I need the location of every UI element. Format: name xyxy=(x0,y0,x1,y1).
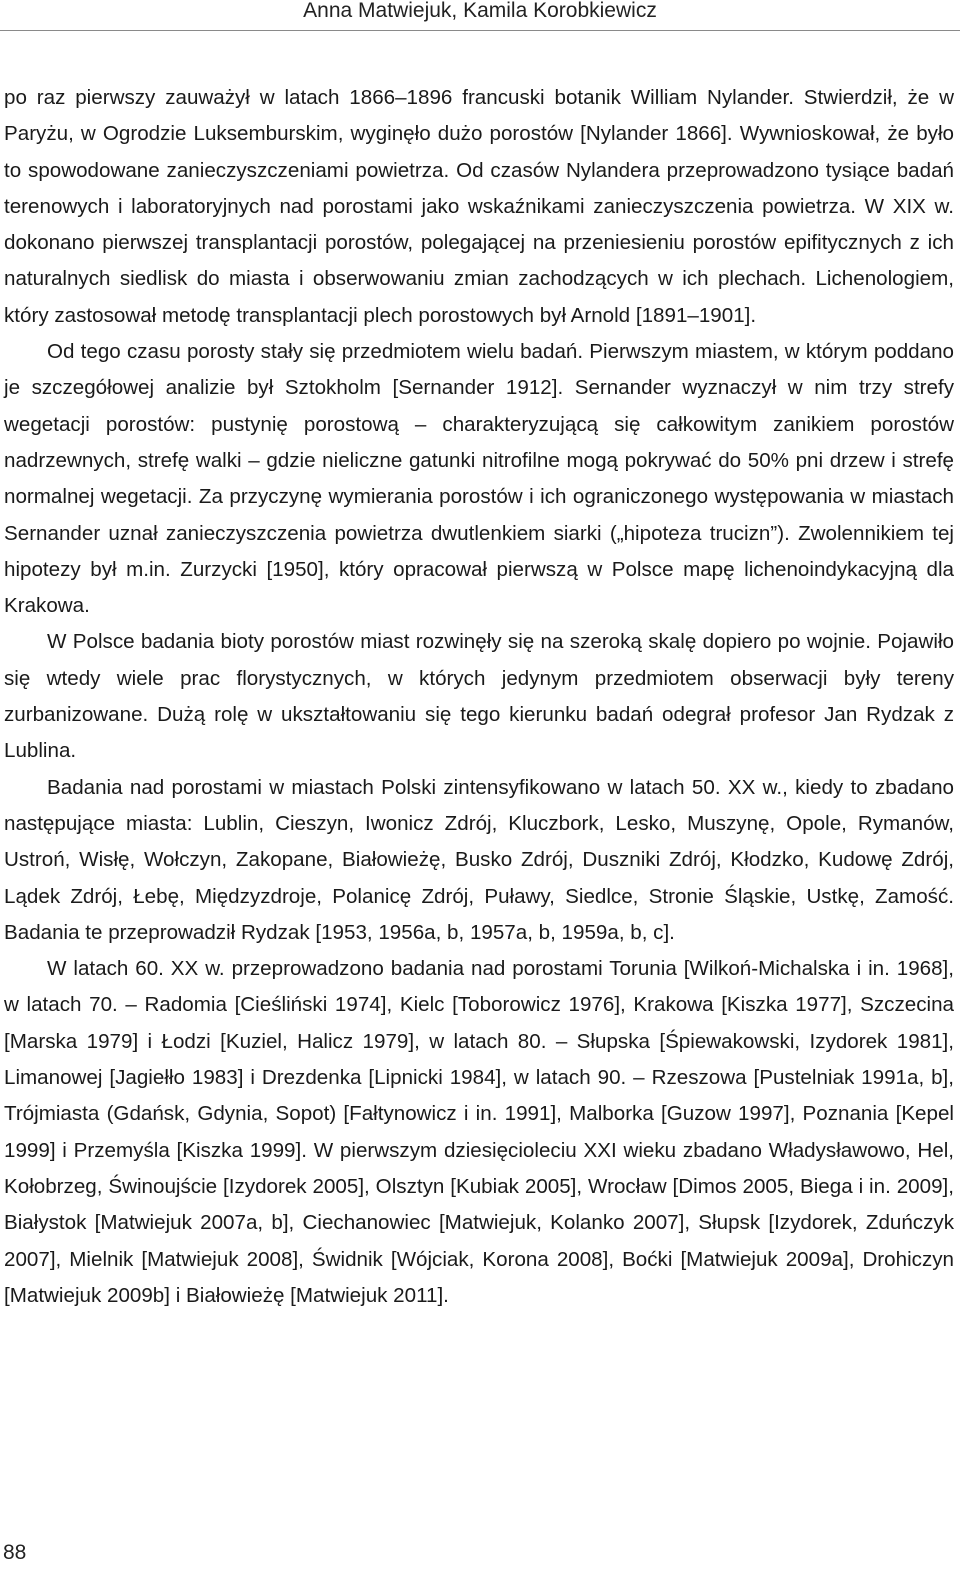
paragraph-5: W latach 60. XX w. przeprowadzono badania nad porostami Torunia [Wilkoń-Michalska i in. 1968], w latach 70. – Radomia [Cieśliński 1974], Kielc [Toborowicz 1976], Krakowa [Kiszka 1977], Szczecina [Marska 1979] i Łodzi [Kuziel, Halicz 1979], w latach 80. – Słupska [Śpiewakowski, Izydorek 1981], Limanowej [Jagiełło 1983] i Drezdenka [Lipnicki 1984], w latach 90. – Rzeszowa [Pustelniak 1991a, b], Trójmiasta (Gdańsk, Gdynia, Sopot) [Fałtynowicz i in. 1991], Malborka [Guzow 1997], Poznania [Kepel 1999] i Przemyśla [Kiszka 1999]. W pierwszym dziesięcioleciu XXI wieku zbadano Władysławowo, Hel, Kołobrzeg, Świnoujście [Izydorek 2005], Olsztyn [Kubiak 2005], Wrocław [Dimos 2005, Biega i in. 2009], Białystok [Matwiejuk 2007a, b], Ciechanowiec [Matwiejuk, Kolanko 2007], Słupsk [Izydorek, Zduńczyk 2007], Mielnik [Matwiejuk 2008], Świdnik [Wójciak, Korona 2008], Boćki [Matwiejuk 2009a], Drohiczyn [Matwiejuk 2009b] i Białowieżę [Matwiejuk 2011]. xyxy=(4,957,954,1307)
paragraph-3: W Polsce badania bioty porostów miast rozwinęły się na szeroką skalę dopiero po wojnie. Pojawiło się wtedy wiele prac florystycznych, w których jedynym przedmiotem obserwacji były tereny zurbanizowane. Dużą rolę w ukształtowaniu się tego kierunku badań odegrał profesor Jan Rydzak z Lublina. xyxy=(4,630,954,763)
running-header: Anna Matwiejuk, Kamila Korobkiewicz xyxy=(303,0,657,22)
paragraph-1: po raz pierwszy zauważył w latach 1866–1896 francuski botanik William Nylander. Stwierdził, że w Paryżu, w Ogrodzie Luksemburskim, wyginęło dużo porostów [Nylander 1866]. Wywnioskował, że było to spowodowane zanieczyszczeniami powietrza. Od czasów Nylandera przeprowadzono tysiące badań terenowych i laboratoryjnych nad porostami jako wskaźnikami zanieczyszczenia powietrza. W XIX w. dokonano pierwszej transplantacji porostów, polegającej na przeniesieniu porostów epifitycznych z ich naturalnych siedlisk do miasta i obserwowaniu zmian zachodzących w ich plechach. Lichenologiem, który zastosował metodę transplantacji plech porostowych był Arnold [1891–1901]. xyxy=(4,86,954,327)
paragraph-2: Od tego czasu porosty stały się przedmiotem wielu badań. Pierwszym miastem, w którym poddano je szczegółowej analizie był Sztokholm [Sernander 1912]. Sernander wyznaczył w nim trzy strefy wegetacji porostów: pustynię porostową – charakteryzującą się całkowitym zanikiem porostów nadrzewnych, strefę walki – gdzie nieliczne gatunki nitrofilne mogą pokrywać do 50% pni drzew i strefę normalnej wegetacji. Za przyczynę wymierania porostów i ich ograniczonego występowania w miastach Sernander uznał zanieczyszczenia powietrza dwutlenkiem siarki („hipoteza trucizn”). Zwolennikiem tej hipotezy był m.in. Zurzycki [1950], który opracował pierwszą w Polsce mapę lichenoindykacyjną dla Krakowa. xyxy=(4,340,954,618)
article-body xyxy=(4,80,954,1314)
header-rule xyxy=(0,30,960,31)
paragraph-4: Badania nad porostami w miastach Polski zintensyfikowano w latach 50. XX w., kiedy to zbadano następujące miasta: Lublin, Cieszyn, Iwonicz Zdrój, Kluczbork, Lesko, Muszynę, Opole, Rymanów, Ustroń, Wisłę, Wołczyn, Zakopane, Białowieżę, Busko Zdrój, Duszniki Zdrój, Kłodzko, Kudowę Zdrój, Lądek Zdrój, Łebę, Międzyzdroje, Polanicę Zdrój, Puławy, Siedlce, Stronie Śląskie, Ustkę, Zamość. Badania te przeprowadził Rydzak [1953, 1956a, b, 1957a, b, 1959a, b, c]. xyxy=(4,775,954,944)
page-number: 88 xyxy=(3,1541,27,1564)
